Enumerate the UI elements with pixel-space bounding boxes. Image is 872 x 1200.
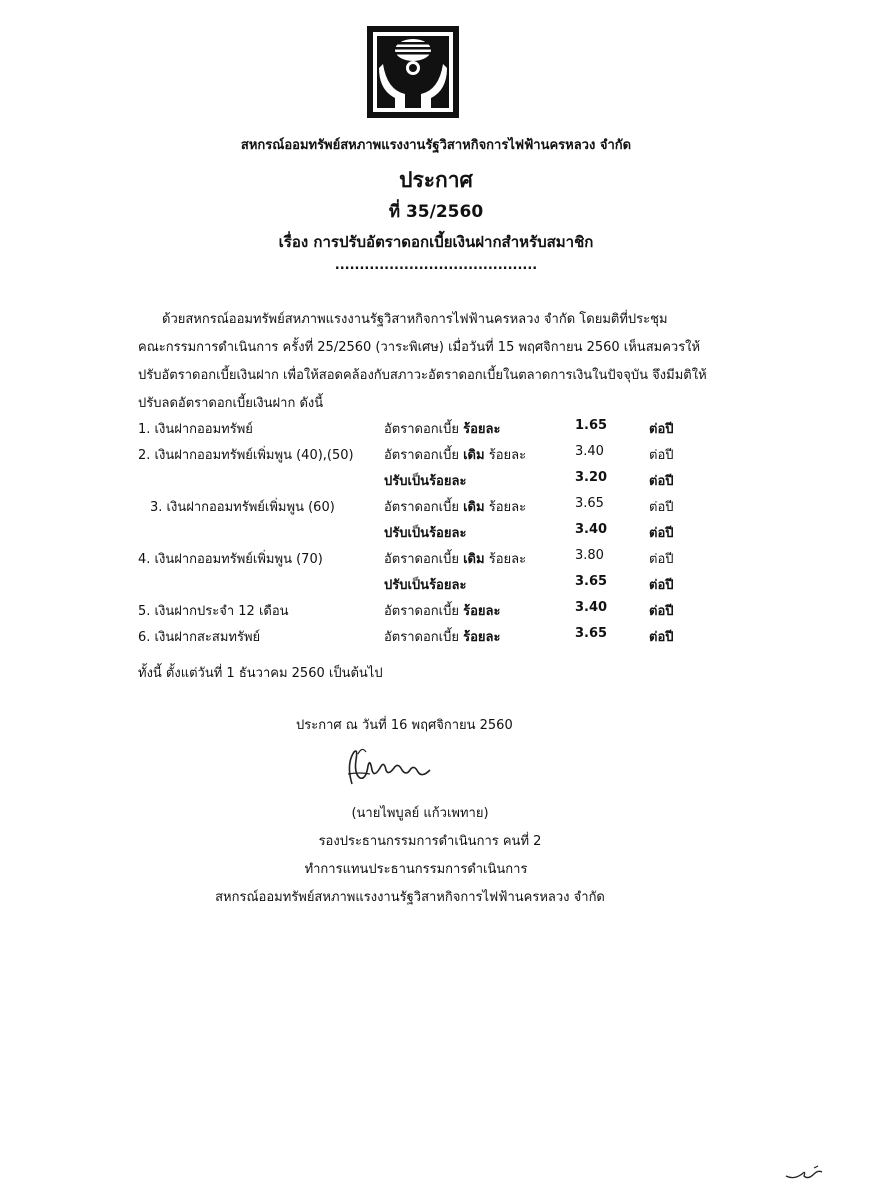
announcement-number: ที่ 35/2560 (388, 202, 484, 222)
rate-unit: ต่อปี (649, 422, 674, 437)
rate-value: 3.80 (575, 548, 604, 563)
deposit-type: 1. เงินฝากออมทรัพย์ (138, 422, 253, 437)
rate-value: 3.65 (575, 574, 608, 589)
rate-unit: ต่อปี (649, 552, 674, 567)
rate-row-5 (0, 600, 872, 624)
effective-date: ทั้งนี้ ตั้งแต่วันที่ 1 ธันวาคม 2560 เป็นต้นไป (138, 666, 383, 681)
deposit-type: 3. เงินฝากออมทรัพย์เพิ่มพูน (60) (150, 500, 335, 515)
body-line-4: ปรับลดอัตราดอกเบี้ยเงินฝาก ดังนี้ (138, 396, 324, 411)
signature-icon (340, 744, 440, 790)
rate-value: 3.20 (575, 470, 608, 485)
signer-position-2: ทำการแทนประธานกรรมการดำเนินการ (304, 862, 528, 877)
body-line-3: ปรับอัตราดอกเบี้ยเงินฝาก เพื่อให้สอดคล้องกับสภาวะอัตราดอกเบี้ยในตลาดการเงินในปัจจุบัน จึงมีมติให้ (138, 368, 707, 383)
rate-unit: ต่อปี (649, 474, 674, 489)
signer-name: (นายไพบูลย์ แก้วเพทาย) (351, 806, 489, 821)
rate-label: อัตราดอกเบี้ย เดิม ร้อยละ (384, 500, 527, 515)
rate-label: อัตราดอกเบี้ย ร้อยละ (384, 604, 501, 619)
rate-label: อัตราดอกเบี้ย เดิม ร้อยละ (384, 448, 527, 463)
rate-label: อัตราดอกเบี้ย ร้อยละ (384, 630, 501, 645)
rate-value: 3.40 (575, 444, 604, 459)
page-title: ประกาศ (399, 168, 473, 192)
announcement-subject: เรื่อง การปรับอัตราดอกเบี้ยเงินฝากสำหรับสมาชิก (278, 233, 594, 251)
rate-row-1 (0, 418, 872, 442)
rate-row-4-adjusted (0, 574, 872, 598)
rate-row-2 (0, 444, 872, 468)
rate-value: 3.40 (575, 522, 608, 537)
rate-row-2-adjusted (0, 470, 872, 494)
handwritten-mark-icon (784, 1162, 828, 1182)
rate-unit: ต่อปี (649, 604, 674, 619)
signer-organization: สหกรณ์ออมทรัพย์สหภาพแรงงานรัฐวิสาหกิจการไฟฟ้านครหลวง จำกัด (215, 890, 605, 905)
divider: ......................................... (334, 258, 538, 273)
rate-unit: ต่อปี (649, 448, 674, 463)
rate-row-6 (0, 626, 872, 650)
rate-row-3 (0, 496, 872, 520)
rate-unit: ต่อปี (649, 526, 674, 541)
rate-unit: ต่อปี (649, 500, 674, 515)
signer-position-1: รองประธานกรรมการดำเนินการ คนที่ 2 (318, 834, 542, 849)
body-line-2: คณะกรรมการดำเนินการ ครั้งที่ 25/2560 (วาระพิเศษ) เมื่อวันที่ 15 พฤศจิกายน 2560 เห็นสมควรให้ (138, 340, 701, 355)
rate-unit: ต่อปี (649, 578, 674, 593)
deposit-type: 5. เงินฝากประจำ 12 เดือน (138, 604, 289, 619)
rate-value: 3.40 (575, 600, 608, 615)
rate-value: 3.65 (575, 626, 608, 641)
rate-row-4 (0, 548, 872, 572)
organization-name: สหกรณ์ออมทรัพย์สหภาพแรงงานรัฐวิสาหกิจการไฟฟ้านครหลวง จำกัด (240, 138, 632, 153)
rate-label: อัตราดอกเบี้ย เดิม ร้อยละ (384, 552, 527, 567)
rate-label: ปรับเป็นร้อยละ (384, 578, 467, 593)
deposit-type: 6. เงินฝากสะสมทรัพย์ (138, 630, 261, 645)
rate-unit: ต่อปี (649, 630, 674, 645)
deposit-type: 4. เงินฝากออมทรัพย์เพิ่มพูน (70) (138, 552, 323, 567)
rate-label: อัตราดอกเบี้ย ร้อยละ (384, 422, 501, 437)
deposit-type: 2. เงินฝากออมทรัพย์เพิ่มพูน (40),(50) (138, 448, 354, 463)
cooperative-hands-logo-icon (365, 24, 461, 120)
rate-label: ปรับเป็นร้อยละ (384, 474, 467, 489)
rate-value: 1.65 (575, 418, 608, 433)
rate-label: ปรับเป็นร้อยละ (384, 526, 467, 541)
rate-value: 3.65 (575, 496, 604, 511)
announcement-date: ประกาศ ณ วันที่ 16 พฤศจิกายน 2560 (296, 718, 513, 733)
body-line-1: ด้วยสหกรณ์ออมทรัพย์สหภาพแรงงานรัฐวิสาหกิจการไฟฟ้านครหลวง จำกัด โดยมติที่ประชุม (162, 312, 668, 327)
rate-row-3-adjusted (0, 522, 872, 546)
